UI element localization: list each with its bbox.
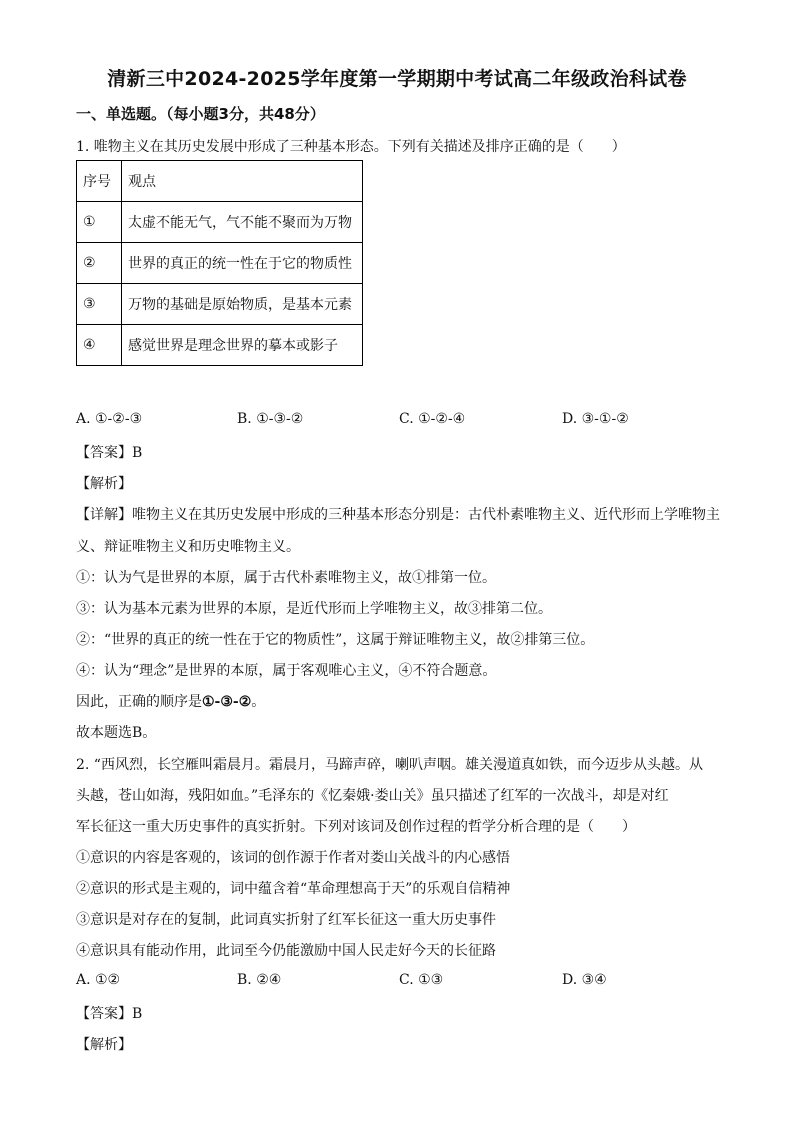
detail-text: 唯物主义在其历史发展中形成的三种基本形态分别是：古代朴素唯物主义、近代形而上学唯物主 [132,507,720,523]
q2-stem-line-2: 头越，苍山如海，残阳如血。”毛泽东的《忆秦娥·娄山关》虽只描述了红军的一次战斗，却是对红 [76,788,669,804]
q2-option-a: A. ①② [76,972,121,988]
q2-option-c: C. ①③ [399,972,444,988]
conclusion-prefix: 因此，正确的顺序是 [76,694,202,710]
table-row [77,325,363,366]
q1-answer: 【答案】B [76,445,143,461]
conclusion-order: ①-③-② [202,694,252,710]
table-cell: ① [77,202,122,243]
table-header-cell: 序号 [77,161,122,202]
q1-detail-line-2: 义、辩证唯物主义和历史唯物主义。 [76,539,300,555]
q2-statement-3: ③意识是对存在的复制，此词真实折射了红军长征这一重大历史事件 [76,912,496,928]
q2-answer: 【答案】B [76,1006,143,1022]
q2-statement-4: ④意识具有能动作用，此词至今仍能激励中国人民走好今天的长征路 [76,943,496,959]
q1-point-1: ①：认为气是世界的本原，属于古代朴素唯物主义，故①排第一位。 [76,570,496,586]
section-heading: 一、单选题。（每小题3分，共48分） [76,105,325,123]
table-header-row [77,161,363,202]
detail-label: 【详解】 [76,507,132,523]
table-cell: 世界的真正的统一性在于它的物质性 [122,243,363,284]
table-cell: 万物的基础是原始物质，是基本元素 [122,284,363,325]
table-cell: ④ [77,325,122,366]
q2-statement-2: ②意识的形式是主观的，词中蕴含着“革命理想高于天”的乐观自信精神 [76,881,511,897]
q1-point-4: ④：认为“理念”是世界的本原，属于客观唯心主义，④不符合题意。 [76,663,497,679]
table-cell: ② [77,243,122,284]
q1-conclusion [76,691,265,711]
table-row [77,243,363,284]
q1-table [76,160,363,366]
table-cell: ③ [77,284,122,325]
q1-point-3: ③：认为基本元素为世界的本原，是近代形而上学唯物主义，故③排第二位。 [76,601,552,617]
table-row [77,284,363,325]
q2-option-d: D. ③④ [562,972,607,988]
q1-option-d: D. ③-①-② [562,411,629,427]
q1-detail-line [76,504,720,524]
table-row [77,202,363,243]
q2-stem-line-1: 2. “西风烈，长空雁叫霜晨月。霜晨月，马蹄声碎，喇叭声咽。雄关漫道真如铁，而今迈步从头越。从 [76,757,703,773]
conclusion-suffix: 。 [251,694,266,710]
exam-title: 清新三中2024-2025学年度第一学期期中考试高二年级政治科试卷 [107,68,687,90]
table-header-cell: 观点 [122,161,363,202]
q1-option-c: C. ①-②-④ [399,411,466,427]
table-cell: 感觉世界是理念世界的摹本或影子 [122,325,363,366]
q2-option-b: B. ②④ [237,972,282,988]
q2-analysis-label: 【解析】 [76,1037,132,1053]
q1-stem: 1. 唯物主义在其历史发展中形成了三种基本形态。下列有关描述及排序正确的是（ ） [76,139,626,155]
q1-point-2: ②：“世界的真正的统一性在于它的物质性”，这属于辩证唯物主义，故②排第三位。 [76,632,595,648]
table-cell: 太虚不能无气，气不能不聚而为万物 [122,202,363,243]
q1-option-a: A. ①-②-③ [76,411,143,427]
q2-statement-1: ①意识的内容是客观的，该词的创作源于作者对娄山关战斗的内心感悟 [76,850,510,866]
q1-analysis-label: 【解析】 [76,476,132,492]
q1-final: 故本题选B。 [76,725,157,741]
q1-option-b: B. ①-③-② [237,411,304,427]
q2-stem-line-3: 军长征这一重大历史事件的真实折射。下列对该词及创作过程的哲学分析合理的是（ ） [76,819,636,835]
